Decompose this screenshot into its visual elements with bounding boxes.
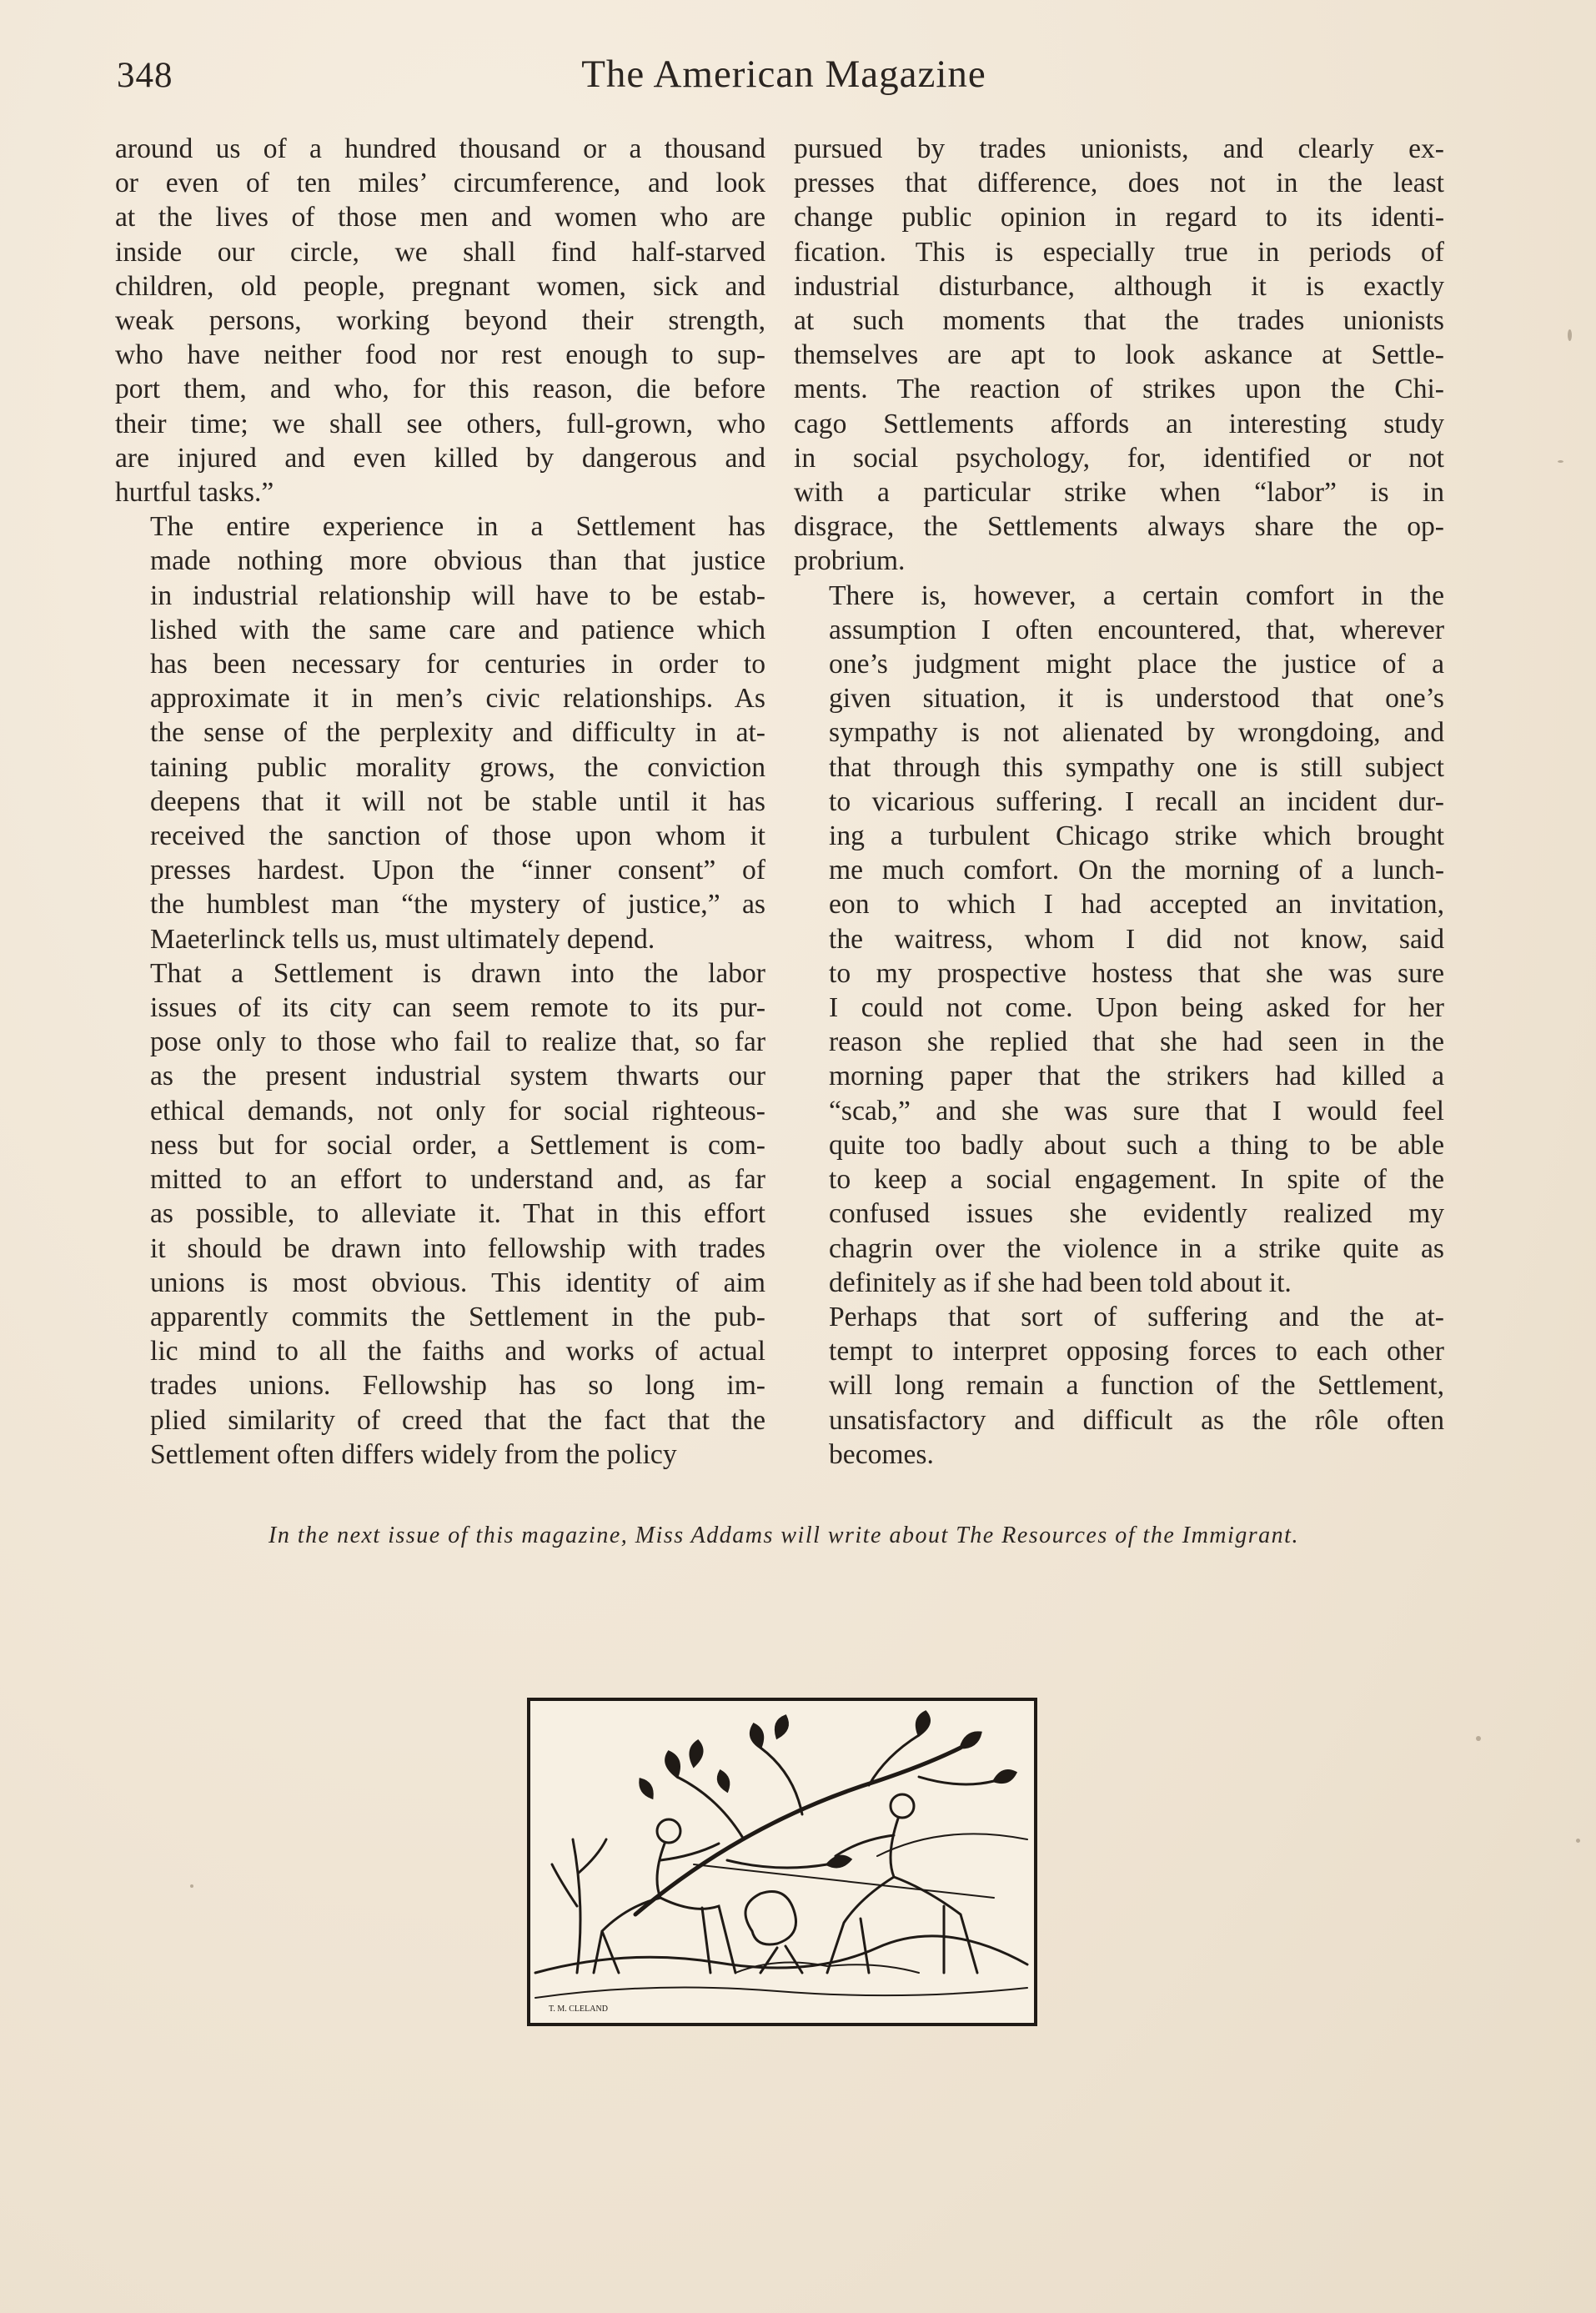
right-column	[794, 132, 1444, 1472]
decorative-woodcut-illustration	[527, 1698, 1037, 2026]
text-line: will long remain a function of the Settlement,	[829, 1370, 1444, 1402]
text-line: confused issues she evidently realized my	[829, 1198, 1444, 1230]
paper-speck	[1476, 1736, 1481, 1741]
text-line: at such moments that the trades unionists	[794, 305, 1444, 337]
text-line: ness but for social order, a Settlement is com-	[150, 1129, 765, 1161]
text-line: to keep a social engagement. In spite of the	[829, 1164, 1444, 1196]
text-line: weak persons, working beyond their strength,	[115, 305, 765, 337]
text-line: or even of ten miles’ circumference, and look	[115, 168, 765, 199]
text-line: their time; we shall see others, full-grown, who	[115, 408, 765, 439]
text-line: who have neither food nor rest enough to sup-	[115, 339, 765, 371]
text-line: the humblest man “the mystery of justice,” as	[150, 889, 765, 921]
text-line: at the lives of those men and women who are	[115, 202, 765, 233]
page-number: 348	[117, 56, 173, 95]
text-line: port them, and who, for this reason, die before	[115, 374, 765, 405]
text-line: I could not come. Upon being asked for her	[829, 992, 1444, 1024]
artist-signature: T. M. CLELAND	[549, 2004, 608, 2014]
text-line: the waitress, whom I did not know, said	[829, 923, 1444, 955]
text-line: Maeterlinck tells us, must ultimately depend.	[150, 923, 655, 955]
text-line: made nothing more obvious than that justice	[150, 545, 765, 577]
text-line: fication. This is especially true in periods of	[794, 236, 1444, 268]
text-line: trades unions. Fellowship has so long im-	[150, 1370, 765, 1402]
text-line: as possible, to alleviate it. That in this effort	[150, 1198, 765, 1230]
text-line: received the sanction of those upon whom it	[150, 820, 765, 852]
text-line: reason she replied that she had seen in the	[829, 1026, 1444, 1058]
text-line: pose only to those who fail to realize that, so far	[150, 1026, 765, 1058]
text-line: presses that difference, does not in the least	[794, 168, 1444, 199]
text-line: approximate it in men’s civic relationships. As	[150, 683, 765, 715]
text-line: probrium.	[794, 545, 906, 577]
text-line: issues of its city can seem remote to its pur-	[150, 992, 765, 1024]
text-line: Perhaps that sort of suffering and the at-	[829, 1301, 1444, 1332]
text-line: unsatisfactory and difficult as the rôle often	[829, 1404, 1444, 1436]
text-line: that through this sympathy one is still subject	[829, 751, 1444, 783]
text-line: ethical demands, not only for social righteous-	[150, 1095, 765, 1126]
text-line: it should be drawn into fellowship with trades	[150, 1232, 765, 1264]
running-title: The American Magazine	[581, 53, 986, 96]
text-line: tempt to interpret opposing forces to each other	[829, 1336, 1444, 1367]
text-line: children, old people, pregnant women, sick and	[115, 270, 765, 302]
paragraph	[115, 509, 765, 956]
page-header	[117, 52, 1451, 110]
text-line: lished with the same care and patience which	[150, 614, 765, 645]
text-line: themselves are apt to look askance at Settle-	[794, 339, 1444, 371]
text-line: morning paper that the strikers had killed a	[829, 1061, 1444, 1092]
text-line: disgrace, the Settlements always share the op-	[794, 511, 1444, 543]
text-line: becomes.	[829, 1438, 934, 1470]
text-line: pursued by trades unionists, and clearly ex-	[794, 133, 1444, 164]
text-line: assumption I often encountered, that, wherever	[829, 614, 1444, 645]
text-line: are injured and even killed by dangerous and	[115, 442, 765, 474]
paragraph	[794, 579, 1444, 1300]
text-line: quite too badly about such a thing to be able	[829, 1129, 1444, 1161]
text-line: cago Settlements affords an interesting study	[794, 408, 1444, 439]
text-line: inside our circle, we shall find half-starved	[115, 236, 765, 268]
paper-speck	[190, 1884, 193, 1888]
text-line: has been necessary for centuries in order to	[150, 649, 765, 680]
text-line: plied similarity of creed that the fact that the	[150, 1404, 765, 1436]
text-line: Settlement often differs widely from the policy	[150, 1438, 677, 1470]
paragraph	[794, 132, 1444, 579]
text-line: one’s judgment might place the justice of a	[829, 649, 1444, 680]
text-line: ing a turbulent Chicago strike which brought	[829, 820, 1444, 852]
text-line: in social psychology, for, identified or not	[794, 442, 1444, 474]
text-line: “scab,” and she was sure that I would feel	[829, 1095, 1444, 1126]
text-line: mitted to an effort to understand and, as far	[150, 1164, 765, 1196]
text-line: There is, however, a certain comfort in the	[829, 580, 1444, 611]
text-line: to my prospective hostess that she was sure	[829, 957, 1444, 989]
paragraph	[115, 956, 765, 1472]
text-line: unions is most obvious. This identity of aim	[150, 1267, 765, 1298]
paper-speck	[1568, 329, 1572, 341]
text-line: apparently commits the Settlement in the pub-	[150, 1301, 765, 1332]
text-line: deepens that it will not be stable until it has	[150, 785, 765, 817]
text-line: me much comfort. On the morning of a lunch-	[829, 855, 1444, 886]
text-line: ments. The reaction of strikes upon the Chi-	[794, 374, 1444, 405]
text-line: around us of a hundred thousand or a thousand	[115, 133, 765, 164]
text-line: given situation, it is understood that one’s	[829, 683, 1444, 715]
text-line: hurtful tasks.”	[115, 477, 274, 509]
text-line: with a particular strike when “labor” is in	[794, 477, 1444, 509]
text-line: to vicarious suffering. I recall an incident dur-	[829, 785, 1444, 817]
text-line: taining public morality grows, the conviction	[150, 751, 765, 783]
text-line: change public opinion in regard to its identi-	[794, 202, 1444, 233]
text-line: definitely as if she had been told about it.	[829, 1267, 1292, 1298]
text-line: The entire experience in a Settlement has	[150, 511, 765, 543]
text-line: That a Settlement is drawn into the labor	[150, 957, 765, 989]
next-issue-note: In the next issue of this magazine, Miss Addams will write about The Resources of the Immigrant.	[269, 1523, 1299, 1548]
paper-speck	[1576, 1839, 1580, 1843]
text-line: in industrial relationship will have to be estab-	[150, 580, 765, 611]
text-line: industrial disturbance, although it is exactly	[794, 270, 1444, 302]
paragraph	[794, 1300, 1444, 1472]
text-line: eon to which I had accepted an invitation,	[829, 889, 1444, 921]
paragraph	[115, 132, 765, 509]
left-column	[115, 132, 765, 1472]
text-line: as the present industrial system thwarts our	[150, 1061, 765, 1092]
text-line: sympathy is not alienated by wrongdoing, and	[829, 717, 1444, 749]
paper-speck	[1558, 460, 1563, 463]
text-line: chagrin over the violence in a strike quite as	[829, 1232, 1444, 1264]
text-line: presses hardest. Upon the “inner consent” of	[150, 855, 765, 886]
text-line: the sense of the perplexity and difficulty in at-	[150, 717, 765, 749]
text-line: lic mind to all the faiths and works of actual	[150, 1336, 765, 1367]
